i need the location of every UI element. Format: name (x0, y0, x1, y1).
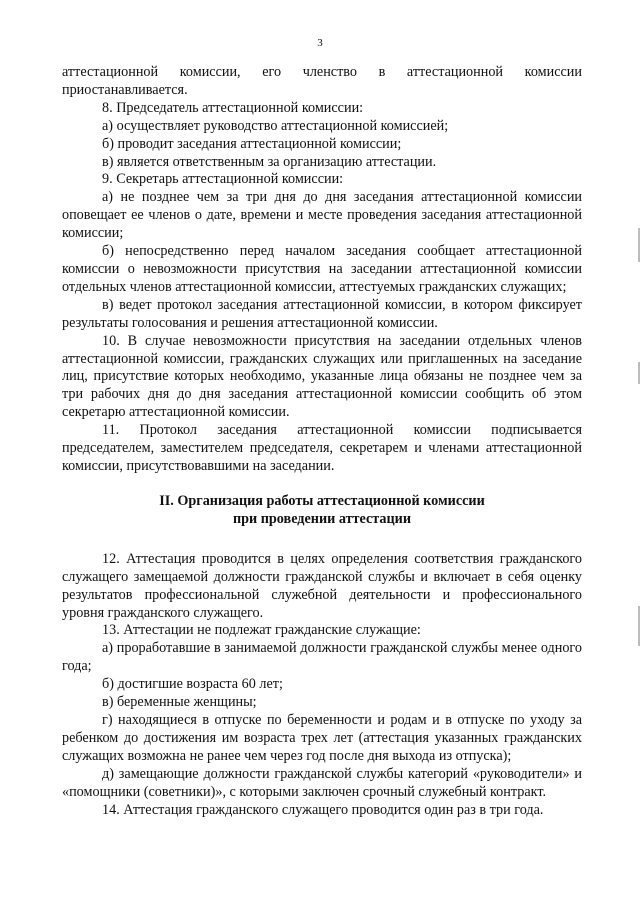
paragraph: д) замещающие должности гражданской службы категорий «руководители» и «помощники (советники)», с которыми заключен срочный служебный контракт. (62, 765, 582, 800)
paragraph: а) проработавшие в занимаемой должности гражданской службы менее одного года; (62, 640, 582, 675)
paragraph: в) ведет протокол заседания аттестационной комиссии, в котором фиксирует результаты голосования и решения аттестационной комиссии. (62, 296, 582, 331)
paragraph: 12. Аттестация проводится в целях определения соответствия гражданского служащего замещаемой должности гражданской службы и включает в себя оценку результатов профессиональной служебной деятельности и профессионального уровня гражданского служащего. (62, 550, 582, 621)
paragraph: аттестационной комиссии, его членство в аттестационной комиссии приостанавливается. (62, 64, 582, 98)
document-body (62, 64, 582, 819)
paragraph: 8. Председатель аттестационной комиссии: (102, 99, 364, 116)
paragraphs-top (62, 64, 582, 476)
paragraph: 14. Аттестация гражданского служащего проводится один раз в три года. (102, 801, 544, 818)
paragraph: б) непосредственно перед началом заседания сообщает аттестационной комиссии о невозможности присутствия на заседании аттестационной комиссии отдельных членов аттестационной комиссии, аттестуемых гражданских служащих; (62, 243, 582, 295)
paragraph: б) достигшие возраста 60 лет; (102, 676, 283, 693)
paragraph: г) находящиеся в отпуске по беременности и родам и в отпуске по уходу за ребенком до достижения им возраста трех лет (аттестация указанных гражданских служащих возможна не ранее чем через год после дня выхода из отпуска); (62, 712, 582, 764)
section-heading-line2: при проведении аттестации (232, 510, 412, 527)
paragraph: 13. Аттестации не подлежат гражданские служащие: (102, 622, 421, 639)
paragraph: а) не позднее чем за три дня до дня заседания аттестационной комиссии оповещает ее членов о дате, времени и месте проведения заседания аттестационной комиссии; (62, 189, 582, 242)
paragraph: а) осуществляет руководство аттестационной комиссией; (102, 117, 449, 134)
paragraphs-bottom (62, 551, 582, 820)
paragraph: 9. Секретарь аттестационной комиссии: (102, 171, 344, 188)
paragraph: б) проводит заседания аттестационной комиссии; (102, 135, 402, 152)
paragraph: в) беременные женщины; (102, 694, 257, 711)
page-number: 3 (317, 37, 323, 49)
section-heading-line1: II. Организация работы аттестационной комиссии (159, 492, 485, 509)
section-heading (62, 492, 582, 528)
paragraph: 10. В случае невозможности присутствия на заседании отдельных членов аттестационной комиссии, гражданских служащих или приглашенных на заседание лиц, присутствие которых необходимо, указанные лица обязаны не позднее чем за три рабочих дня до дня заседания аттестационной комиссии сообщить об этом секретарю аттестационной комиссии. (62, 332, 582, 421)
paragraph: в) является ответственным за организацию аттестации. (102, 153, 437, 170)
paragraph: 11. Протокол заседания аттестационной комиссии подписывается председателем, заместителем председателя, секретарем и членами аттестационной комиссии, присутствовавшими на заседании. (62, 422, 582, 474)
